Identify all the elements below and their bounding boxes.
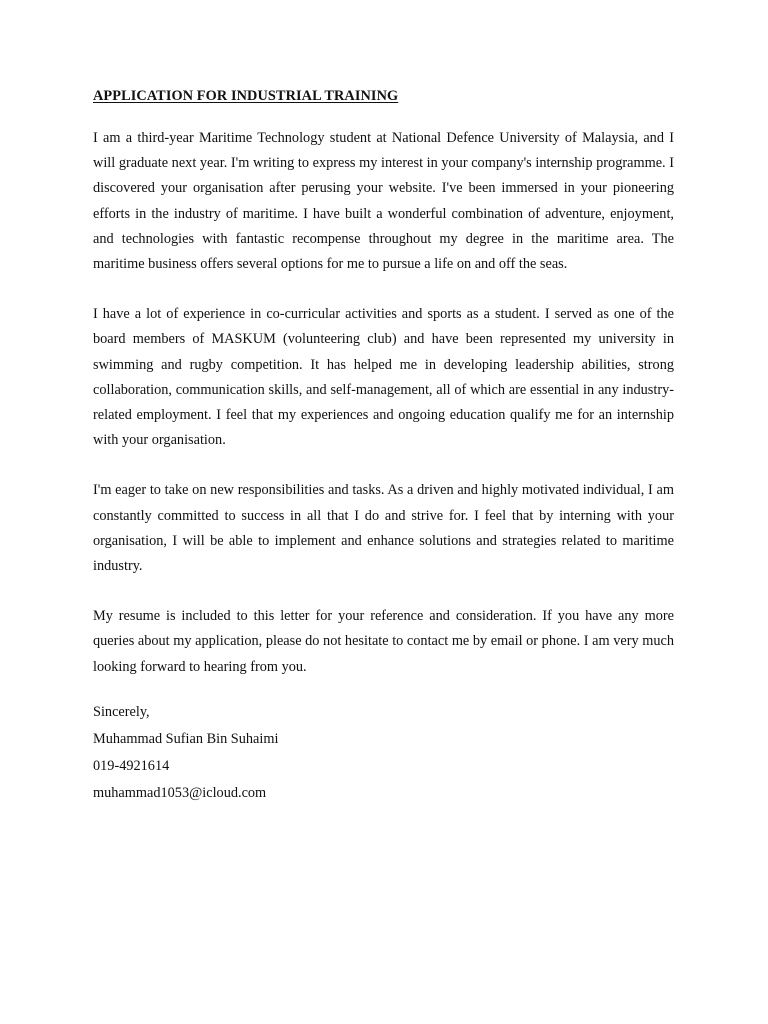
sender-phone: 019-4921614	[93, 757, 170, 774]
salutation: Sincerely,	[93, 703, 150, 720]
signature-block	[93, 699, 674, 807]
sender-email: muhammad1053@icloud.com	[93, 784, 267, 801]
sender-name: Muhammad Sufian Bin Suhaimi	[93, 730, 279, 747]
letter-paragraph-motivation: I'm eager to take on new responsibilities and tasks. As a driven and highly motivated individual, I am constantly committed to success in all that I do and strive for. I feel that by interning with your organisation, I will be able to implement and enhance solutions and strategies related to maritime industry.	[93, 482, 674, 575]
letter-paragraph-closing: My resume is included to this letter for your reference and consideration. If you have any more queries about my application, please do not hesitate to contact me by email or phone. I am very much looking forward to hearing from you.	[93, 608, 674, 675]
letter-page	[93, 86, 674, 807]
letter-title: APPLICATION FOR INDUSTRIAL TRAINING	[93, 88, 399, 104]
letter-paragraph-experience: I have a lot of experience in co-curricular activities and sports as a student. I served as one of the board members of MASKUM (volunteering club) and have been represented my university in swimming and rugby competition. It has helped me in developing leadership abilities, strong collaboration, communication skills, and self-management, all of which are essential in any industry-related employment. I feel that my experiences and ongoing education qualify me for an internship with your organisation.	[93, 306, 674, 449]
letter-paragraph-intro: I am a third-year Maritime Technology student at National Defence University of Malaysia, and I will graduate next year. I'm writing to express my interest in your company's internship programme. I discovered your organisation after perusing your website. I've been immersed in your pioneering efforts in the industry of maritime. I have built a wonderful combination of adventure, enjoyment, and technologies with fantastic recompense throughout my degree in the maritime area. The maritime business offers several options for me to pursue a life on and off the seas.	[93, 130, 674, 273]
